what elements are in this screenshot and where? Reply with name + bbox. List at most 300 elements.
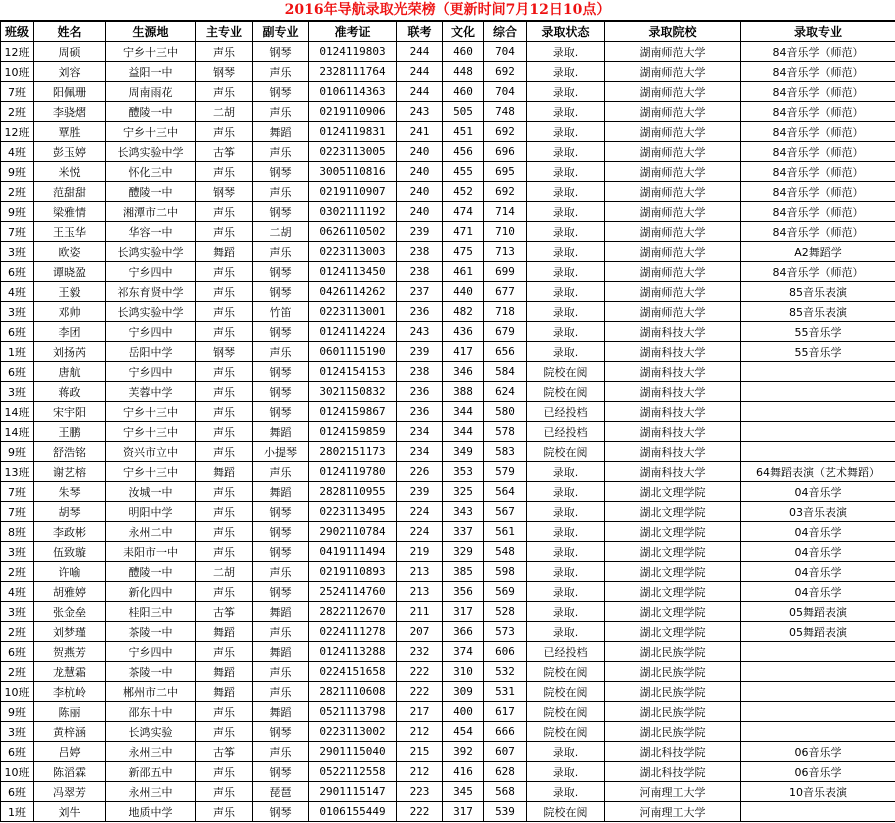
cell-minor: 琵琶 [253,782,309,802]
cell-major: 声乐 [196,422,253,442]
cell-exam-id: 0124114224 [309,322,397,342]
table-row [1,802,895,822]
cell-exam-id: 0124113288 [309,642,397,662]
cell-program: 06音乐学 [741,762,895,782]
cell-total: 695 [484,162,527,182]
cell-school: 湖北民族学院 [605,642,741,662]
cell-major: 舞蹈 [196,242,253,262]
cell-school: 湖北民族学院 [605,722,741,742]
cell-major: 舞蹈 [196,622,253,642]
cell-status: 已经投档 [527,422,605,442]
cell-school: 湖北民族学院 [605,702,741,722]
cell-status: 录取. [527,502,605,522]
cell-program: 85音乐表演 [741,302,895,322]
cell-total: 656 [484,342,527,362]
cell-class: 6班 [1,642,34,662]
cell-culture: 416 [443,762,484,782]
cell-school: 湖南科技大学 [605,342,741,362]
cell-class: 6班 [1,362,34,382]
cell-joint-exam: 243 [397,322,443,342]
table-row [1,462,895,482]
cell-major: 声乐 [196,702,253,722]
cell-joint-exam: 223 [397,782,443,802]
cell-name: 舒浩铭 [34,442,106,462]
cell-origin: 宁乡四中 [106,362,196,382]
cell-program: 04音乐学 [741,582,895,602]
cell-status: 院校在阅 [527,362,605,382]
table-row [1,282,895,302]
cell-class: 7班 [1,82,34,102]
cell-minor: 小提琴 [253,442,309,462]
cell-status: 录取. [527,242,605,262]
cell-joint-exam: 232 [397,642,443,662]
cell-major: 声乐 [196,582,253,602]
cell-status: 录取. [527,262,605,282]
cell-total: 561 [484,522,527,542]
cell-total: 584 [484,362,527,382]
cell-class: 10班 [1,682,34,702]
cell-origin: 宁乡四中 [106,322,196,342]
table-row [1,182,895,202]
cell-program: 84音乐学（师范） [741,262,895,282]
cell-exam-id: 3021150832 [309,382,397,402]
cell-minor: 钢琴 [253,322,309,342]
cell-minor: 钢琴 [253,582,309,602]
cell-major: 声乐 [196,362,253,382]
cell-class: 9班 [1,442,34,462]
header-school: 录取院校 [605,22,741,42]
cell-culture: 366 [443,622,484,642]
cell-minor: 二胡 [253,222,309,242]
cell-class: 3班 [1,602,34,622]
cell-major: 二胡 [196,102,253,122]
cell-culture: 329 [443,542,484,562]
cell-joint-exam: 237 [397,282,443,302]
cell-exam-id: 0419111494 [309,542,397,562]
cell-origin: 耒阳市一中 [106,542,196,562]
cell-class: 2班 [1,662,34,682]
header-class: 班级 [1,22,34,42]
cell-school: 湖北文理学院 [605,602,741,622]
cell-minor: 钢琴 [253,502,309,522]
cell-minor: 钢琴 [253,162,309,182]
cell-major: 声乐 [196,542,253,562]
cell-culture: 356 [443,582,484,602]
cell-origin: 长鸿实验 [106,722,196,742]
cell-program: 03音乐表演 [741,502,895,522]
cell-name: 陈丽 [34,702,106,722]
cell-origin: 永州三中 [106,742,196,762]
cell-program [741,382,895,402]
cell-class: 13班 [1,462,34,482]
cell-program: 84音乐学（师范） [741,122,895,142]
sheet-title: 2016年导航录取光荣榜（更新时间7月12日10点） [0,0,895,21]
cell-name: 王毅 [34,282,106,302]
cell-culture: 344 [443,402,484,422]
table-row [1,722,895,742]
cell-school: 湖北文理学院 [605,562,741,582]
cell-total: 710 [484,222,527,242]
cell-class: 9班 [1,702,34,722]
cell-minor: 声乐 [253,62,309,82]
table-row [1,622,895,642]
header-program: 录取专业 [741,22,895,42]
cell-minor: 声乐 [253,242,309,262]
cell-school: 湖南科技大学 [605,362,741,382]
cell-origin: 长鸿实验中学 [106,302,196,322]
cell-status: 院校在阅 [527,682,605,702]
cell-program: 85音乐表演 [741,282,895,302]
cell-minor: 声乐 [253,342,309,362]
cell-joint-exam: 207 [397,622,443,642]
cell-status: 录取. [527,142,605,162]
cell-name: 许喻 [34,562,106,582]
cell-school: 湖南科技大学 [605,422,741,442]
cell-class: 4班 [1,142,34,162]
cell-major: 声乐 [196,222,253,242]
cell-exam-id: 0224151658 [309,662,397,682]
cell-minor: 钢琴 [253,362,309,382]
cell-status: 录取. [527,342,605,362]
cell-exam-id: 0124159867 [309,402,397,422]
cell-exam-id: 0219110906 [309,102,397,122]
cell-total: 579 [484,462,527,482]
cell-culture: 461 [443,262,484,282]
cell-name: 宋宇阳 [34,402,106,422]
cell-origin: 醴陵一中 [106,102,196,122]
cell-program: 84音乐学（师范） [741,182,895,202]
cell-minor: 声乐 [253,182,309,202]
cell-status: 录取. [527,622,605,642]
cell-program [741,642,895,662]
cell-major: 声乐 [196,762,253,782]
table-row [1,82,895,102]
cell-name: 欧姿 [34,242,106,262]
cell-name: 覃胜 [34,122,106,142]
cell-total: 692 [484,182,527,202]
cell-origin: 益阳一中 [106,62,196,82]
cell-major: 声乐 [196,282,253,302]
header-total: 综合 [484,22,527,42]
cell-total: 617 [484,702,527,722]
cell-exam-id: 2828110955 [309,482,397,502]
cell-culture: 374 [443,642,484,662]
cell-class: 3班 [1,722,34,742]
cell-major: 舞蹈 [196,662,253,682]
cell-program: 10音乐表演 [741,782,895,802]
cell-joint-exam: 213 [397,562,443,582]
cell-major: 声乐 [196,82,253,102]
table-row [1,262,895,282]
cell-major: 声乐 [196,202,253,222]
cell-major: 声乐 [196,382,253,402]
header-culture: 文化 [443,22,484,42]
cell-class: 6班 [1,782,34,802]
table-row [1,662,895,682]
cell-major: 声乐 [196,302,253,322]
cell-school: 湖南师范大学 [605,202,741,222]
cell-minor: 声乐 [253,662,309,682]
cell-joint-exam: 215 [397,742,443,762]
cell-minor: 钢琴 [253,402,309,422]
cell-class: 7班 [1,222,34,242]
cell-status: 院校在阅 [527,802,605,822]
cell-status: 录取. [527,62,605,82]
cell-major: 声乐 [196,442,253,462]
cell-culture: 471 [443,222,484,242]
cell-status: 录取. [527,122,605,142]
cell-name: 冯翠芳 [34,782,106,802]
cell-origin: 芙蓉中学 [106,382,196,402]
cell-major: 声乐 [196,402,253,422]
cell-school: 湖南科技大学 [605,442,741,462]
cell-major: 声乐 [196,322,253,342]
cell-joint-exam: 234 [397,422,443,442]
table-row [1,682,895,702]
cell-minor: 舞蹈 [253,422,309,442]
cell-culture: 385 [443,562,484,582]
cell-name: 黄梓涵 [34,722,106,742]
cell-culture: 317 [443,802,484,822]
cell-name: 李骁熠 [34,102,106,122]
cell-joint-exam: 239 [397,482,443,502]
cell-joint-exam: 224 [397,522,443,542]
cell-joint-exam: 244 [397,82,443,102]
cell-origin: 长鸿实验中学 [106,142,196,162]
cell-exam-id: 0223113495 [309,502,397,522]
cell-status: 录取. [527,162,605,182]
cell-program [741,362,895,382]
table-row [1,502,895,522]
cell-total: 548 [484,542,527,562]
cell-program: 84音乐学（师范） [741,62,895,82]
cell-exam-id: 2524114760 [309,582,397,602]
cell-class: 3班 [1,302,34,322]
cell-total: 699 [484,262,527,282]
cell-culture: 460 [443,82,484,102]
cell-culture: 455 [443,162,484,182]
cell-program [741,402,895,422]
cell-status: 录取. [527,782,605,802]
header-status: 录取状态 [527,22,605,42]
cell-exam-id: 0106114363 [309,82,397,102]
cell-exam-id: 2902110784 [309,522,397,542]
cell-program: 05舞蹈表演 [741,602,895,622]
cell-status: 录取. [527,462,605,482]
cell-total: 569 [484,582,527,602]
cell-culture: 309 [443,682,484,702]
cell-culture: 343 [443,502,484,522]
cell-major: 声乐 [196,122,253,142]
cell-minor: 声乐 [253,102,309,122]
cell-exam-id: 0224111278 [309,622,397,642]
cell-exam-id: 0223113002 [309,722,397,742]
table-row [1,522,895,542]
cell-name: 周硕 [34,42,106,62]
cell-school: 湖南师范大学 [605,242,741,262]
cell-origin: 宁乡四中 [106,262,196,282]
cell-exam-id: 0106155449 [309,802,397,822]
cell-origin: 宁乡十三中 [106,422,196,442]
cell-joint-exam: 236 [397,382,443,402]
cell-total: 628 [484,762,527,782]
cell-exam-id: 0302111192 [309,202,397,222]
cell-school: 湖南科技大学 [605,322,741,342]
cell-culture: 452 [443,182,484,202]
header-major: 主专业 [196,22,253,42]
cell-class: 1班 [1,802,34,822]
cell-culture: 349 [443,442,484,462]
cell-origin: 汝城一中 [106,482,196,502]
cell-culture: 325 [443,482,484,502]
cell-total: 624 [484,382,527,402]
cell-culture: 310 [443,662,484,682]
cell-joint-exam: 244 [397,62,443,82]
cell-origin: 资兴市立中 [106,442,196,462]
cell-minor: 钢琴 [253,522,309,542]
cell-school: 湖南师范大学 [605,182,741,202]
cell-name: 胡琴 [34,502,106,522]
cell-status: 录取. [527,302,605,322]
cell-name: 胡雅婷 [34,582,106,602]
cell-culture: 337 [443,522,484,542]
cell-major: 声乐 [196,782,253,802]
cell-major: 声乐 [196,42,253,62]
cell-origin: 永州三中 [106,782,196,802]
cell-origin: 宁乡十三中 [106,42,196,62]
cell-class: 7班 [1,502,34,522]
cell-origin: 宁乡十三中 [106,462,196,482]
cell-culture: 388 [443,382,484,402]
cell-origin: 宁乡十三中 [106,402,196,422]
cell-minor: 钢琴 [253,282,309,302]
cell-joint-exam: 213 [397,582,443,602]
cell-school: 湖南师范大学 [605,262,741,282]
cell-exam-id: 0219110893 [309,562,397,582]
header-exam-id: 准考证 [309,22,397,42]
cell-origin: 邵东十中 [106,702,196,722]
cell-total: 606 [484,642,527,662]
cell-name: 梁雅情 [34,202,106,222]
cell-major: 钢琴 [196,62,253,82]
cell-total: 598 [484,562,527,582]
cell-program: 84音乐学（师范） [741,82,895,102]
cell-status: 录取. [527,322,605,342]
header-origin: 生源地 [106,22,196,42]
cell-joint-exam: 240 [397,142,443,162]
table-row [1,342,895,362]
table-row [1,442,895,462]
cell-joint-exam: 236 [397,402,443,422]
header-minor: 副专业 [253,22,309,42]
cell-class: 6班 [1,742,34,762]
cell-total: 692 [484,62,527,82]
cell-name: 谭晓盈 [34,262,106,282]
cell-class: 9班 [1,162,34,182]
cell-class: 3班 [1,382,34,402]
cell-name: 彭玉婷 [34,142,106,162]
cell-program: 84音乐学（师范） [741,142,895,162]
cell-name: 刘容 [34,62,106,82]
cell-minor: 钢琴 [253,802,309,822]
cell-class: 4班 [1,582,34,602]
cell-program: 55音乐学 [741,322,895,342]
cell-minor: 钢琴 [253,762,309,782]
cell-class: 10班 [1,62,34,82]
cell-total: 704 [484,42,527,62]
cell-total: 578 [484,422,527,442]
cell-school: 湖北文理学院 [605,542,741,562]
cell-school: 湖北科技学院 [605,742,741,762]
cell-name: 吕婷 [34,742,106,762]
cell-class: 12班 [1,122,34,142]
cell-total: 564 [484,482,527,502]
cell-program [741,722,895,742]
cell-major: 钢琴 [196,182,253,202]
cell-name: 蒋政 [34,382,106,402]
cell-name: 王玉华 [34,222,106,242]
cell-joint-exam: 238 [397,362,443,382]
cell-total: 692 [484,122,527,142]
cell-exam-id: 0124119803 [309,42,397,62]
cell-minor: 声乐 [253,622,309,642]
table-row [1,382,895,402]
table-row [1,42,895,62]
cell-origin: 新邵五中 [106,762,196,782]
cell-school: 湖南师范大学 [605,142,741,162]
cell-culture: 346 [443,362,484,382]
cell-culture: 474 [443,202,484,222]
cell-joint-exam: 239 [397,342,443,362]
cell-name: 唐航 [34,362,106,382]
cell-status: 录取. [527,582,605,602]
cell-program [741,682,895,702]
cell-joint-exam: 240 [397,202,443,222]
cell-class: 2班 [1,562,34,582]
cell-program: 04音乐学 [741,482,895,502]
cell-total: 666 [484,722,527,742]
table-row [1,602,895,622]
cell-origin: 地质中学 [106,802,196,822]
cell-status: 院校在阅 [527,442,605,462]
cell-origin: 茶陵一中 [106,662,196,682]
cell-school: 河南理工大学 [605,802,741,822]
cell-joint-exam: 238 [397,242,443,262]
cell-class: 12班 [1,42,34,62]
cell-total: 531 [484,682,527,702]
cell-culture: 482 [443,302,484,322]
cell-name: 张金垒 [34,602,106,622]
cell-program: 04音乐学 [741,522,895,542]
cell-culture: 353 [443,462,484,482]
cell-minor: 钢琴 [253,542,309,562]
cell-exam-id: 0426114262 [309,282,397,302]
table-row [1,322,895,342]
header-name: 姓名 [34,22,106,42]
cell-program [741,802,895,822]
cell-major: 声乐 [196,482,253,502]
cell-culture: 505 [443,102,484,122]
cell-program [741,702,895,722]
cell-status: 录取. [527,222,605,242]
cell-class: 3班 [1,242,34,262]
cell-total: 718 [484,302,527,322]
cell-status: 录取. [527,42,605,62]
cell-exam-id: 0219110907 [309,182,397,202]
cell-name: 阳佩珊 [34,82,106,102]
cell-school: 河南理工大学 [605,782,741,802]
cell-exam-id: 0223113005 [309,142,397,162]
